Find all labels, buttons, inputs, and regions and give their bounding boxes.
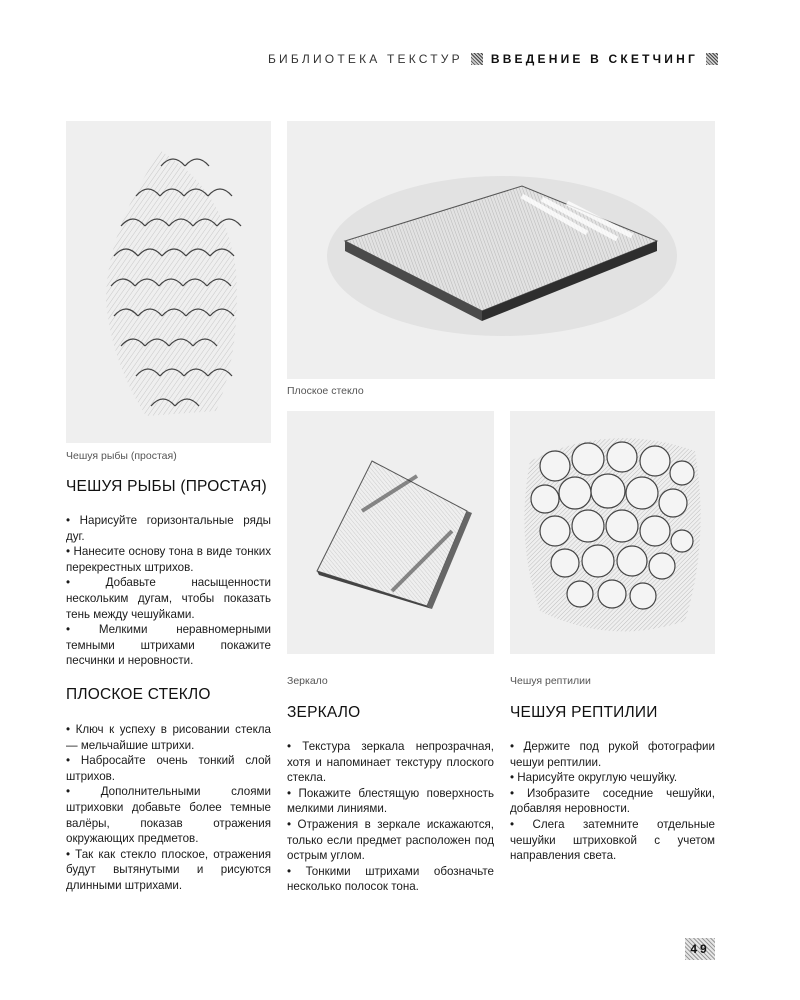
bullet-item: • Изобразите соседние чешуйки, добавляя неровности. [510, 786, 715, 816]
section-title-fish-scales: ЧЕШУЯ РЫБЫ (ПРОСТАЯ) [66, 478, 267, 495]
bullet-item: • Нарисуйте горизонтальные ряды дуг. [66, 514, 271, 543]
fish-scales-illustration [66, 121, 271, 443]
bullet-item: • Добавьте насыщенности нескольким дугам, чтобы показать тень между чешуйками. [66, 576, 271, 621]
figure-caption: Плоское стекло [287, 385, 364, 397]
section-title-mirror: ЗЕРКАЛО [287, 704, 361, 721]
hatch-square-icon [471, 53, 483, 65]
flat-glass-illustration [287, 121, 715, 379]
mirror-illustration [287, 411, 494, 654]
running-header [268, 50, 718, 68]
bullet-item: • Отражения в зеркале искажаются, только если предмет расположен под острым углом. [287, 817, 494, 863]
section-title-reptile-scales: ЧЕШУЯ РЕПТИЛИИ [510, 704, 658, 721]
bullet-item: • Набросайте очень тонкий слой штрихов. [66, 754, 271, 783]
bullet-item: • Слега затемните отдельные чешуйки штриховкой с учетом направления света. [510, 817, 715, 863]
section-body-reptile-scales [510, 739, 715, 864]
bullet-item: • Держите под рукой фотографии чешуи рептилии. [510, 740, 715, 769]
bullet-item: • Покажите блестящую поверхность мелкими линиями. [287, 786, 494, 816]
bullet-item: • Ключ к успеху в рисовании стекла — мельчайшие штрихи. [66, 723, 271, 752]
bullet-item: • Нарисуйте округлую чешуйку. [510, 771, 678, 785]
figure-caption: Чешуя рыбы (простая) [66, 450, 177, 462]
section-body-fish-scales [66, 513, 271, 669]
section-body-mirror [287, 739, 494, 895]
bullet-item: • Тонкими штрихами обозначьте несколько полосок тона. [287, 864, 494, 894]
section-title-flat-glass: ПЛОСКОЕ СТЕКЛО [66, 686, 211, 703]
bullet-item: • Мелкими неравномерными темными штрихами покажите песчинки и неровности. [66, 623, 271, 668]
figure-caption: Чешуя рептилии [510, 675, 591, 687]
bullet-item: • Текстура зеркала непрозрачная, хотя и напоминает текстуру плоского стекла. [287, 740, 494, 785]
bullet-item: • Нанесите основу тона в виде тонких перекрестных штрихов. [66, 545, 271, 574]
header-section: БИБЛИОТЕКА ТЕКСТУР [267, 52, 463, 66]
bullet-item: • Дополнительными слоями штриховки добавьте более темные валёры, показав отражения окружающих предметов. [66, 785, 271, 846]
hatch-square-icon [706, 53, 718, 65]
page-number: 49 [685, 938, 715, 960]
reptile-scales-illustration [510, 411, 715, 654]
header-chapter: ВВЕДЕНИЕ В СКЕТЧИНГ [490, 52, 698, 66]
figure-caption: Зеркало [287, 675, 328, 687]
section-body-flat-glass [66, 722, 271, 894]
bullet-item: • Так как стекло плоское, отражения будут вытянутыми и рисуются длинными штрихами. [66, 847, 271, 892]
